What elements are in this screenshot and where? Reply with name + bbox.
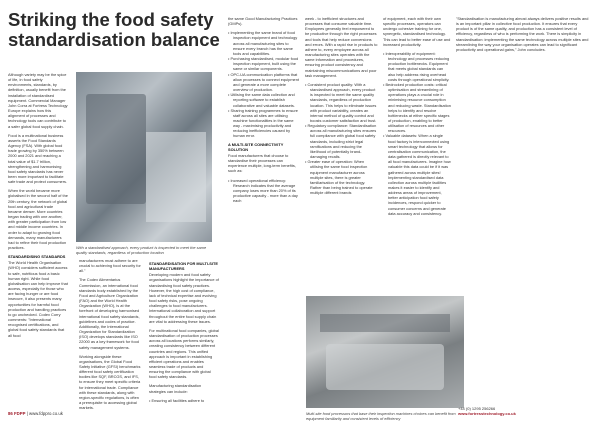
bullet-item: • Utilising the same data collection and reporting software to establish collaborative and valuable datasets. bbox=[228, 92, 300, 107]
photo-caption-1: With a standardised approach, every product is inspected to meet the same quality standards, regardless of production location bbox=[76, 245, 207, 255]
page-footer: 86 FDPP | www.fdppro.co.uk bbox=[8, 411, 63, 416]
bullet-list bbox=[228, 30, 300, 138]
paragraph: Working alongside these organisations, the Global Food Safety Initiative (GFSI) benchmarks different food safety certification bodies like SQF, BRCGS, and IFS, to ensure they meet specific criteria for international trade. Compliance with these standards, along with region-specific regulations, is often a prerequisite to accessing global markets. bbox=[79, 353, 141, 411]
paragraph: "Standardisation is manufacturing almost always delivers positive results and is an important pillar in collective food production. It ensures that every product is of the same quality, and production has a consistent level of efficiency, regardless of who is performing the work. There is simplicity in standardisation: implementing the same technology across multiple sites and streamlining the way your organisation operates can lead to significant productivity and operational gains," John concludes. bbox=[456, 16, 589, 52]
text-column-3 bbox=[149, 258, 219, 406]
paragraph: manufacturers must adhere to are crucial to achieving food security for all." bbox=[79, 258, 141, 274]
bullet-item: • Consistent product quality: With a standardised approach, every product is inspected to meet the same quality standards, regardless of production location. This helps to eliminate issues with product variability, creates an internal method of quality control and boosts customer satisfaction and trust. bbox=[305, 82, 378, 123]
bullet-item: • Sharing training programmes to ensure staff across all sites are utilising machine functionalities in the same way - maximising productivity and reducing inefficiencies caused by human error. bbox=[228, 108, 300, 139]
text-column-4 bbox=[228, 16, 300, 206]
paragraph: Food is a multinational business asserts the Food Standards Agency (FSA). With global food trade growing by 350% between 2000 and 2021 and reaching a total value of $1.7 trillion, strengthening and harmonising food safety standards has never been more important to facilitate safe trade and protect consumers. bbox=[8, 132, 68, 185]
text-column-2 bbox=[79, 258, 141, 414]
bullet-list bbox=[149, 398, 219, 403]
factory-photo-1 bbox=[76, 72, 212, 242]
section-heading: STANDARDISATION FOR MULTI-SITE MANUFACTURERS bbox=[149, 261, 218, 272]
bullet-item: • Ensuring all facilities adhere to bbox=[149, 398, 219, 403]
bullet-item: • Interoperability of equipment: technology and processes reducing production bottlenecks. Equipment that meets global standards can also help address rising overhead costs through operational simplicity. bbox=[383, 51, 451, 82]
bullet-item: • Valuable datasets: When a single food factory is interconnected using smart technology that allows for centralisation communication, the data gathered is directly relevant to all food manufacturers. Imagine how valuable this data could be if it was gathered across multiple sites! Implementing standardised data collection across multiple facilities makes it easier to identify and address areas of improvement, better anticipation food safety incidences, respond quicker to consumer concerns and generate data accuracy and consistency. bbox=[383, 133, 451, 216]
paragraph: Although variety may be the spice of life, in food safety environments, standards, by definition, usually benefit from the installation of standardised equipment. Commercial Manager John Corra at Fortress Technology Europe explains how this alignment of processes and technology tools can contribute to a safer global food supply chain. bbox=[8, 72, 68, 129]
paragraph: Developing modern and food safety organisations highlight the importance of standardising food safety practices. However, the high cost of compliance, lack of technical expertise and evolving food safety risks, pose ongoing challenges to food manufacturers. International collaboration and support throughout the entire food supply chain are vital to addressing these issues. bbox=[149, 272, 219, 324]
paragraph: The Codex Alimentarius Commission, an international food standards body established by the Food and Agriculture Organization (FAO) and the World Health Organization (WHO), is at the forefront of developing harmonised international food safety standards, guidelines and codes of practice. Additionally, the International Organization for Standardization (ISO) develops standards like ISO 22000 as a key framework for food safety management systems. bbox=[79, 277, 140, 350]
section-heading: STANDARDISING STANDARDS bbox=[8, 254, 66, 260]
paragraph: The World Health Organisation (WHO) considers sufficient access to safe, nutritious food a basic human right. While food globalisation can help improve that access, especially for those who are facing hunger or are food insecure, it also presents many opportunities for harmful food production and handling practices to go unchecked. Codex Corry comments: "International recognised certifications, and global food safety standards that all food bbox=[8, 260, 68, 338]
bullet-item: • OPC-UA communication platforms that allow processes to connect equipment and generate a more complete overview of production. bbox=[228, 72, 300, 93]
contact-block bbox=[458, 406, 516, 416]
bullet-list bbox=[383, 51, 451, 216]
bullet-list bbox=[228, 178, 300, 204]
paragraph: of equipment, each with their own specific processes, operators can undergo cohesive training for one, synergetic, standardised technology. This can lead to better ease of use and increased productivity. bbox=[383, 16, 451, 47]
paragraph: When the world became more globalised in the second half of the 20th century, the network of global food and agricultural trade became denser. More countries began trading with one another, with greater participation from low and middle income countries. In order to adapt to growing food demands, many manufacturers had to refine their food production practices. bbox=[8, 188, 68, 250]
text-column-5 bbox=[305, 16, 378, 198]
text-column-6 bbox=[383, 16, 451, 219]
text-column-7 bbox=[456, 16, 589, 56]
contact-phone: +44 (0) 1295 256266 bbox=[458, 406, 496, 411]
bullet-item: • Purchasing standardised, modular food inspection equipment, built using the same or similar components. bbox=[228, 56, 300, 71]
bullet-list bbox=[305, 82, 378, 195]
photo-caption-2: Multi-site food processors that base their inspection machines choices can benefit from equipment familiarity and consistent levels of efficiency bbox=[306, 411, 456, 421]
paragraph: week - to inefficient structures and processes that consume valuable time. Employees generally feel empowered to be productive through the right processes and tools that help reduce conversions and errors. With a rapid rise in products to adhere to, every employee across all manufacturing sites operates with the same information and procedures, ensuring product consistency and maintaining miscommunications and poor task management. bbox=[305, 16, 378, 78]
section-heading: A MULTI-SITE CONNECTIVITY SOLUTION bbox=[228, 141, 284, 152]
text-column-1 bbox=[8, 72, 68, 342]
paragraph: Manufacturing standardisation strategies can include: bbox=[149, 383, 202, 394]
bullet-item: • Greater ease of operation: When utilising the same food inspection equipment manufacturer across multiple sites, there is greater familiarisation of the technology. Rather than being trained to operate multiple different brands bbox=[305, 159, 378, 195]
bullet-item: • Implementing the same brand of food inspection equipment and technology across all manufacturing sites to ensure every branch has the same tools and capabilities. bbox=[228, 30, 300, 56]
bullet-item: • Bedrocked production costs: critical optimisation and streamlining of operations plays a crucial role in minimising resource consumption and reducing waste. Standardisation helps to identify and resolve bottlenecks at either specific stages of production, enabling to better utilisation of resources and other resources. bbox=[383, 82, 451, 134]
paragraph: For multinational food companies, global standardisation of production processes across all locations performs similarly, creating consistency between different countries and regions. This unified approach is important in establishing efficient operations and enables seamless trade of products and ensuring the compliance with global food safety standards. bbox=[149, 327, 219, 380]
paragraph: Food manufacturers that choose to standardise their processes can experience multiple, long-term benefits, such as: bbox=[228, 152, 296, 174]
article-title: Striking the food safety standardisation balance bbox=[8, 9, 220, 50]
contact-website[interactable]: www.fortresstechnology.co.uk bbox=[458, 411, 516, 416]
factory-photo-2 bbox=[306, 296, 464, 408]
magazine-url[interactable]: www.fdppro.co.uk bbox=[28, 411, 63, 416]
bullet-item: • Increased operational efficiency: Research indicates that the average company loses more than 20% of its productive capacity - more than a day each bbox=[228, 178, 300, 204]
magazine-name: FDPP bbox=[13, 411, 26, 416]
page-number: 86 bbox=[8, 411, 13, 416]
bullet-item: • Regulatory compliance: Standardisation across all manufacturing sites ensures full compliance with global food safety standards, including strict legal ramifications and reducing the likelihood of potentially brand-damaging recalls. bbox=[305, 123, 378, 159]
paragraph: the same Good Manufacturing Practices (GMPs). bbox=[228, 16, 298, 27]
